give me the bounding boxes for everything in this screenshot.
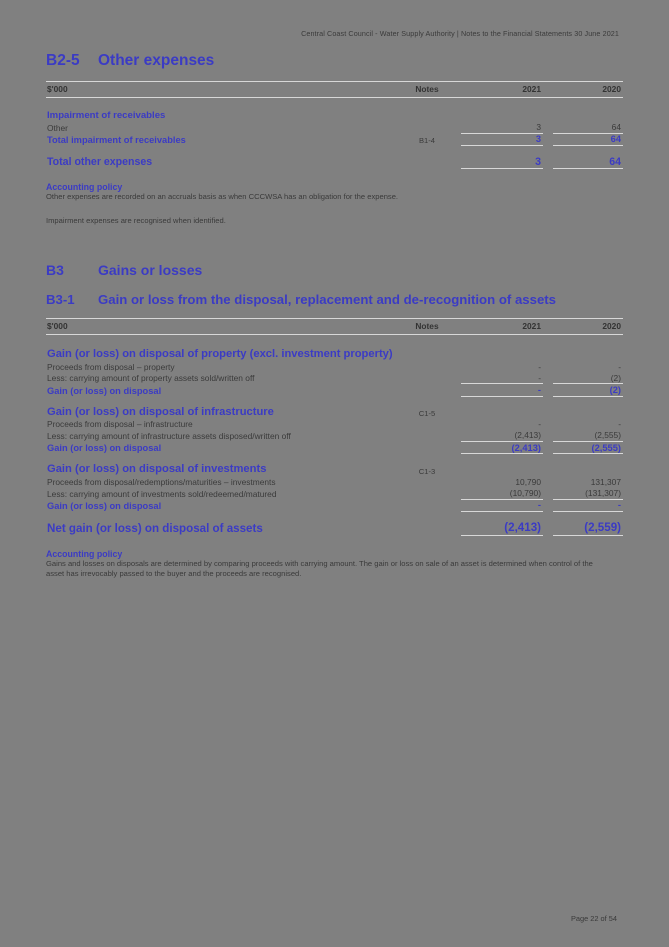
subtotal-year1-property: - [461,384,543,396]
group-year1-investments [461,459,543,476]
group-year2-infrastructure [553,402,623,419]
accounting-policy-b2-5 [46,182,623,226]
table-header-row [46,82,623,98]
subtotal-year1: 3 [461,133,543,145]
row-notes [395,361,461,372]
subtotal-notes: B1-4 [418,135,436,145]
group-notes-property [395,344,461,361]
subtotal-gap [543,133,553,145]
group-notes-investments: C1-3 [418,466,436,476]
net-total-year1: (2,413) [461,521,543,536]
note-number-b3: B3 [46,262,64,279]
table-net-total-row [46,521,623,536]
subtotal-notes [395,499,461,511]
row-year1-carrying-investments: (10,790) [461,487,543,499]
note-title-b3-1: Gain or loss from the disposal, replacement and de-recognition of assets [98,292,557,308]
table-row [46,372,623,384]
subtotal-year1-investments: - [461,499,543,511]
row-gap [543,361,553,372]
group-year2-investments [553,459,623,476]
other-expenses-table [46,81,623,169]
net-total-year2: (2,559) [553,521,623,536]
row-notes [395,430,461,442]
table-header-row [46,319,623,335]
column-header-gap [543,319,553,335]
row-year2-proceeds-property: - [618,361,621,372]
row-label-proceeds-infrastructure: Proceeds from disposal – infrastructure [47,419,193,430]
subtotal-notes [395,384,461,396]
page-footer: Page 22 of 54 [570,914,617,923]
policy-title: Accounting policy [46,182,123,193]
row-label-proceeds-investments: Proceeds from disposal/redemptions/maturities – investments [47,476,276,487]
row-notes [395,487,461,499]
subtotal-label-gain-loss-disposal-property: Gain (or loss) on disposal [47,385,162,396]
total-notes [395,155,461,169]
table-subtotal-row [46,442,623,454]
column-header-year2: 2020 [553,319,623,335]
column-header-year1: 2021 [461,319,543,335]
group-title-row [46,344,623,361]
row-label-carrying-property: Less: carrying amount of property assets sold/written off [47,373,255,384]
table-subtotal-row [46,133,623,145]
group-year2 [553,107,623,122]
row-year2-carrying-infrastructure: (2,555) [553,430,623,442]
table-row [46,476,623,487]
row-gap [543,419,553,430]
row-label-carrying-investments: Less: carrying amount of investments sold/redeemed/matured [47,488,277,499]
subtotal-year2-infrastructure: (2,555) [553,442,623,454]
subtotal-year2-property: (2) [553,384,623,396]
row-notes-other [395,122,461,134]
group-year1-property [461,344,543,361]
net-total-notes [395,521,461,536]
row-year2-carrying-investments: (131,307) [553,487,623,499]
total-year2: 64 [553,155,623,169]
row-year1-proceeds-infrastructure: - [538,419,541,430]
table-spacer [46,511,623,521]
note-title-b3: Gains or losses [98,262,203,279]
row-year2-proceeds-investments: 131,307 [590,476,621,487]
row-year1-carrying-infrastructure: (2,413) [461,430,543,442]
group-year2-property [553,344,623,361]
row-year1-proceeds-investments: 10,790 [515,476,541,487]
subtotal-year2-investments: - [553,499,623,511]
policy-title: Accounting policy [46,548,123,559]
subtotal-label-gain-loss-disposal-infrastructure: Gain (or loss) on disposal [47,443,162,454]
table-spacer [46,335,623,345]
subtotal-gap [543,442,553,454]
column-header-year1: 2021 [461,82,543,98]
table-subtotal-row [46,499,623,511]
table-row [46,361,623,372]
column-header-gap [543,82,553,98]
row-notes [395,476,461,487]
column-header-units: $'000 [46,82,395,98]
net-total-gap [543,521,553,536]
policy-paragraph: Other expenses are recorded on an accruals basis as when CCCWSA has an obligation for the expense. [46,192,399,202]
row-gap [543,476,553,487]
table-total-row [46,155,623,169]
table-spacer [46,145,623,155]
row-label-other: Other [47,122,68,133]
policy-paragraph: Gains and losses on disposals are determined by comparing proceeds with carrying amount. The gain or loss on sale of an asset is determined when control of the asset has irrevocably passed to the buyer and the proceeds are recognised. [46,558,593,579]
group-year1-infrastructure [461,402,543,419]
total-year1: 3 [461,155,543,169]
group-gap [543,107,553,122]
total-label-other-expenses: Total other expenses [47,156,153,169]
subtotal-notes [395,442,461,454]
subtotal-label-gain-loss-disposal-investments: Gain (or loss) on disposal [47,500,162,511]
note-heading-b3 [46,262,623,278]
group-title-row [46,402,623,419]
note-heading-b3-1 [46,292,623,307]
column-header-notes: Notes [395,319,461,335]
group-title-impairment-of-receivables: Impairment of receivables [47,110,166,121]
column-header-units: $'000 [46,319,395,335]
group-title-disposal-of-property: Gain (or loss) on disposal of property (excl. investment property) [47,348,393,361]
subtotal-label-total-impairment-of-receivables: Total impairment of receivables [47,134,186,145]
column-header-year2: 2020 [553,82,623,98]
row-year1-carrying-property: - [461,372,543,384]
subtotal-gap [543,499,553,511]
group-title-row [46,107,623,122]
group-gap-investments [543,459,553,476]
group-gap-infrastructure [543,402,553,419]
row-notes [395,419,461,430]
group-notes [395,107,461,122]
total-gap [543,155,553,169]
row-year1-other: 3 [461,122,543,134]
accounting-policy-b3-1 [46,549,623,580]
subtotal-year2: 64 [553,133,623,145]
row-label-carrying-infrastructure: Less: carrying amount of infrastructure assets disposed/written off [47,430,291,441]
column-header-notes: Notes [395,82,461,98]
table-row [46,122,623,134]
row-year1-proceeds-property: - [538,361,541,372]
table-row [46,430,623,442]
running-header: Central Coast Council - Water Supply Authority | Notes to the Financial Statements 30 June 2021 [301,29,619,38]
row-gap [543,487,553,499]
group-title-disposal-of-investments: Gain (or loss) on disposal of investments [47,463,267,476]
group-gap-property [543,344,553,361]
note-heading-b2-5 [46,52,623,70]
subtotal-gap [543,384,553,396]
group-year1 [461,107,543,122]
row-gap [543,430,553,442]
subtotal-year1-infrastructure: (2,413) [461,442,543,454]
note-number-b2-5: B2-5 [46,52,80,69]
net-total-label-disposal-of-assets: Net gain (or loss) on disposal of assets [47,521,263,535]
table-row [46,419,623,430]
note-number-b3-1: B3-1 [46,292,75,308]
table-spacer [46,98,623,108]
row-label-proceeds-property: Proceeds from disposal – property [47,361,175,372]
disposal-of-assets-table [46,318,623,536]
row-year2-carrying-property: (2) [553,372,623,384]
group-title-disposal-of-infrastructure: Gain (or loss) on disposal of infrastructure [47,405,274,418]
note-title-b2-5: Other expenses [98,52,215,69]
policy-paragraph: Impairment expenses are recognised when identified. [46,215,226,225]
row-gap [543,372,553,384]
group-title-row [46,459,623,476]
row-year2-other: 64 [553,122,623,134]
group-notes-infrastructure: C1-5 [418,409,436,419]
row-notes [395,372,461,384]
row-gap-other [543,122,553,134]
table-subtotal-row [46,384,623,396]
table-row [46,487,623,499]
row-year2-proceeds-infrastructure: - [618,419,621,430]
